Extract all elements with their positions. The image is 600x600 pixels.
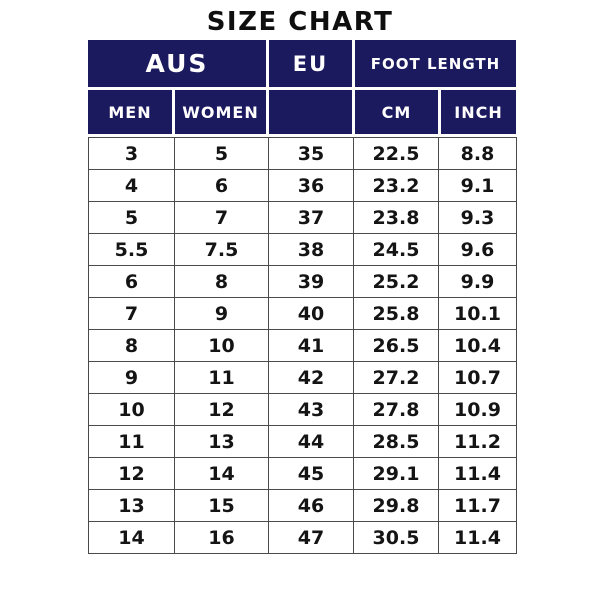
cell: 37 — [269, 202, 354, 234]
table-row — [89, 458, 517, 490]
cell: 47 — [269, 522, 354, 554]
cell: 10 — [175, 330, 269, 362]
page-title: SIZE CHART — [206, 7, 394, 37]
cell: 9.6 — [439, 234, 517, 266]
cell: 16 — [175, 522, 269, 554]
cell: 41 — [269, 330, 354, 362]
cell: 9 — [175, 298, 269, 330]
cell: 27.8 — [354, 394, 439, 426]
cell: 10.7 — [439, 362, 517, 394]
cell: 40 — [269, 298, 354, 330]
cell: 9.9 — [439, 266, 517, 298]
header-sub-cm: CM — [355, 90, 438, 134]
cell: 45 — [269, 458, 354, 490]
cell: 9.1 — [439, 170, 517, 202]
table-row — [89, 138, 517, 170]
table-row — [89, 362, 517, 394]
table-row — [89, 266, 517, 298]
cell: 12 — [89, 458, 175, 490]
header-group-foot-length: FOOT LENGTH — [355, 40, 516, 87]
cell: 10.4 — [439, 330, 517, 362]
cell: 5 — [175, 138, 269, 170]
cell: 9.3 — [439, 202, 517, 234]
data-body — [89, 138, 517, 554]
header-sub-blank — [269, 90, 352, 134]
cell: 8 — [175, 266, 269, 298]
cell: 11.2 — [439, 426, 517, 458]
table-header — [88, 40, 516, 134]
cell: 8 — [89, 330, 175, 362]
table-row — [89, 330, 517, 362]
cell: 23.2 — [354, 170, 439, 202]
cell: 11.4 — [439, 522, 517, 554]
cell: 36 — [269, 170, 354, 202]
cell: 7 — [89, 298, 175, 330]
header-group-eu: EU — [269, 40, 352, 87]
cell: 13 — [175, 426, 269, 458]
table-row — [89, 298, 517, 330]
cell: 43 — [269, 394, 354, 426]
cell: 30.5 — [354, 522, 439, 554]
cell: 10.1 — [439, 298, 517, 330]
table-row — [89, 234, 517, 266]
cell: 6 — [89, 266, 175, 298]
cell: 11.4 — [439, 458, 517, 490]
cell: 44 — [269, 426, 354, 458]
table-row — [89, 170, 517, 202]
cell: 5.5 — [89, 234, 175, 266]
cell: 8.8 — [439, 138, 517, 170]
cell: 35 — [269, 138, 354, 170]
cell: 9 — [89, 362, 175, 394]
cell: 11 — [175, 362, 269, 394]
cell: 24.5 — [354, 234, 439, 266]
data-table — [88, 137, 517, 554]
table-row — [89, 490, 517, 522]
cell: 28.5 — [354, 426, 439, 458]
cell: 6 — [175, 170, 269, 202]
cell: 4 — [89, 170, 175, 202]
header-sub-men: MEN — [88, 90, 172, 134]
table-row — [89, 202, 517, 234]
cell: 38 — [269, 234, 354, 266]
cell: 5 — [89, 202, 175, 234]
table-row — [89, 522, 517, 554]
header-sub-inch: INCH — [441, 90, 516, 134]
cell: 46 — [269, 490, 354, 522]
cell: 25.2 — [354, 266, 439, 298]
cell: 10 — [89, 394, 175, 426]
cell: 3 — [89, 138, 175, 170]
cell: 29.8 — [354, 490, 439, 522]
cell: 13 — [89, 490, 175, 522]
table-row — [89, 426, 517, 458]
cell: 23.8 — [354, 202, 439, 234]
cell: 26.5 — [354, 330, 439, 362]
cell: 14 — [89, 522, 175, 554]
cell: 14 — [175, 458, 269, 490]
cell: 27.2 — [354, 362, 439, 394]
table-row — [89, 394, 517, 426]
cell: 39 — [269, 266, 354, 298]
header-group-aus: AUS — [88, 40, 266, 87]
cell: 7 — [175, 202, 269, 234]
cell: 15 — [175, 490, 269, 522]
cell: 10.9 — [439, 394, 517, 426]
cell: 22.5 — [354, 138, 439, 170]
cell: 25.8 — [354, 298, 439, 330]
cell: 42 — [269, 362, 354, 394]
cell: 11.7 — [439, 490, 517, 522]
cell: 7.5 — [175, 234, 269, 266]
size-chart-table — [88, 40, 516, 554]
cell: 29.1 — [354, 458, 439, 490]
header-sub-women: WOMEN — [175, 90, 266, 134]
cell: 12 — [175, 394, 269, 426]
cell: 11 — [89, 426, 175, 458]
